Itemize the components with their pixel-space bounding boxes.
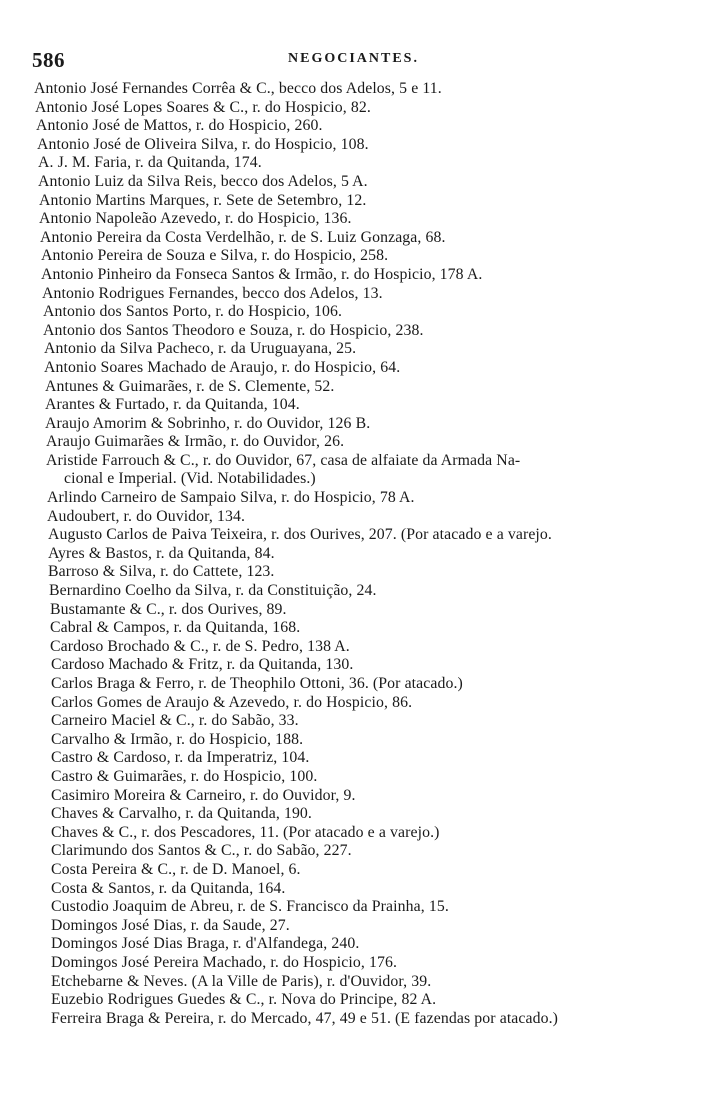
directory-entry: Antonio Napoleão Azevedo, r. do Hospicio, 136. xyxy=(39,210,352,228)
directory-entry: Cardoso Brochado & C., r. de S. Pedro, 138 A. xyxy=(50,637,350,655)
page-header xyxy=(32,48,692,74)
directory-entry: Antunes & Guimarães, r. de S. Clemente, 52. xyxy=(45,377,335,395)
page-number: 586 xyxy=(32,48,65,72)
directory-entry: Antonio dos Santos Theodoro e Souza, r. do Hospicio, 238. xyxy=(43,321,424,339)
directory-entry: Castro & Cardoso, r. da Imperatriz, 104. xyxy=(51,749,310,767)
directory-entry: Costa Pereira & C., r. de D. Manoel, 6. xyxy=(51,860,301,878)
directory-entry: Arantes & Furtado, r. da Quitanda, 104. xyxy=(45,396,300,414)
directory-entry: Carlos Braga & Ferro, r. de Theophilo Ottoni, 36. (Por atacado.) xyxy=(51,675,463,692)
directory-entry: Carlos Gomes de Araujo & Azevedo, r. do Hospicio, 86. xyxy=(51,693,413,711)
directory-entry: Casimiro Moreira & Carneiro, r. do Ouvidor, 9. xyxy=(51,786,356,804)
directory-entry: Antonio Pinheiro da Fonseca Santos & Irmão, r. do Hospicio, 178 A. xyxy=(41,265,483,283)
directory-entry: Bernardino Coelho da Silva, r. da Constituição, 24. xyxy=(49,582,377,600)
directory-entry: Arlindo Carneiro de Sampaio Silva, r. do Hospicio, 78 A. xyxy=(47,489,415,507)
directory-entry: Augusto Carlos de Paiva Teixeira, r. dos Ourives, 207. (Por atacado e a varejo. xyxy=(48,526,552,544)
directory-entry: Antonio dos Santos Porto, r. do Hospicio, 106. xyxy=(43,303,343,321)
directory-entry: Audoubert, r. do Ouvidor, 134. xyxy=(47,507,246,525)
merchant-list xyxy=(0,80,725,1028)
directory-entry: cional e Imperial. (Vid. Notabilidades.) xyxy=(64,470,316,488)
directory-entry: Antonio José Lopes Soares & C., r. do Hospicio, 82. xyxy=(35,98,371,116)
directory-entry: Cabral & Campos, r. da Quitanda, 168. xyxy=(50,619,301,637)
directory-entry: Euzebio Rodrigues Guedes & C., r. Nova do Principe, 82 A. xyxy=(51,991,437,1009)
directory-entry: Antonio Luiz da Silva Reis, becco dos Adelos, 5 A. xyxy=(38,172,368,190)
directory-entry: Carvalho & Irmão, r. do Hospicio, 188. xyxy=(51,730,304,748)
directory-entry: Barroso & Silva, r. do Cattete, 123. xyxy=(48,563,275,581)
directory-entry: Antonio Soares Machado de Araujo, r. do Hospicio, 64. xyxy=(44,358,401,376)
directory-entry: Bustamante & C., r. dos Ourives, 89. xyxy=(50,600,287,618)
directory-entry: Araujo Amorim & Sobrinho, r. do Ouvidor, 126 B. xyxy=(45,414,371,432)
directory-entry: Antonio Pereira da Costa Verdelhão, r. de S. Luiz Gonzaga, 68. xyxy=(40,228,446,246)
directory-entry: A. J. M. Faria, r. da Quitanda, 174. xyxy=(38,154,262,172)
directory-entry: Antonio Rodrigues Fernandes, becco dos Adelos, 13. xyxy=(42,284,383,302)
directory-entry: Antonio da Silva Pacheco, r. da Uruguayana, 25. xyxy=(44,340,357,358)
directory-entry: Clarimundo dos Santos & C., r. do Sabão, 227. xyxy=(51,842,352,860)
directory-entry: Castro & Guimarães, r. do Hospicio, 100. xyxy=(51,767,318,785)
directory-entry: Domingos José Pereira Machado, r. do Hospicio, 176. xyxy=(51,953,397,971)
directory-entry: Antonio Martins Marques, r. Sete de Setembro, 12. xyxy=(39,191,367,209)
directory-entry: Chaves & Carvalho, r. da Quitanda, 190. xyxy=(51,805,312,823)
directory-entry: Antonio José de Mattos, r. do Hospicio, 260. xyxy=(36,117,323,135)
directory-entry: Cardoso Machado & Fritz, r. da Quitanda, 130. xyxy=(51,656,354,674)
directory-entry: Ferreira Braga & Pereira, r. do Mercado, 47, 49 e 51. (E fazendas por atacado.) xyxy=(51,1009,559,1027)
directory-entry: Aristide Farrouch & C., r. do Ouvidor, 67, casa de alfaiate da Armada Na- xyxy=(46,451,521,469)
directory-entry: Costa & Santos, r. da Quitanda, 164. xyxy=(51,879,286,897)
directory-entry: Antonio José de Oliveira Silva, r. do Hospicio, 108. xyxy=(37,135,369,153)
directory-entry: Antonio José Fernandes Corrêa & C., becco dos Adelos, 5 e 11. xyxy=(34,80,442,97)
directory-entry: Araujo Guimarães & Irmão, r. do Ouvidor, 26. xyxy=(46,433,345,451)
directory-entry: Carneiro Maciel & C., r. do Sabão, 33. xyxy=(51,712,299,730)
directory-entry: Domingos José Dias, r. da Saude, 27. xyxy=(51,916,290,934)
directory-entry: Chaves & C., r. dos Pescadores, 11. (Por atacado e a varejo.) xyxy=(51,823,440,841)
running-head: NEGOCIANTES. xyxy=(288,51,419,66)
directory-entry: Etchebarne & Neves. (A la Ville de Paris), r. d'Ouvidor, 39. xyxy=(51,972,432,990)
directory-entry: Domingos José Dias Braga, r. d'Alfandega, 240. xyxy=(51,935,360,953)
directory-entry: Antonio Pereira de Souza e Silva, r. do Hospicio, 258. xyxy=(41,247,389,265)
directory-entry: Ayres & Bastos, r. da Quitanda, 84. xyxy=(48,544,275,562)
directory-entry: Custodio Joaquim de Abreu, r. de S. Francisco da Prainha, 15. xyxy=(51,898,449,916)
